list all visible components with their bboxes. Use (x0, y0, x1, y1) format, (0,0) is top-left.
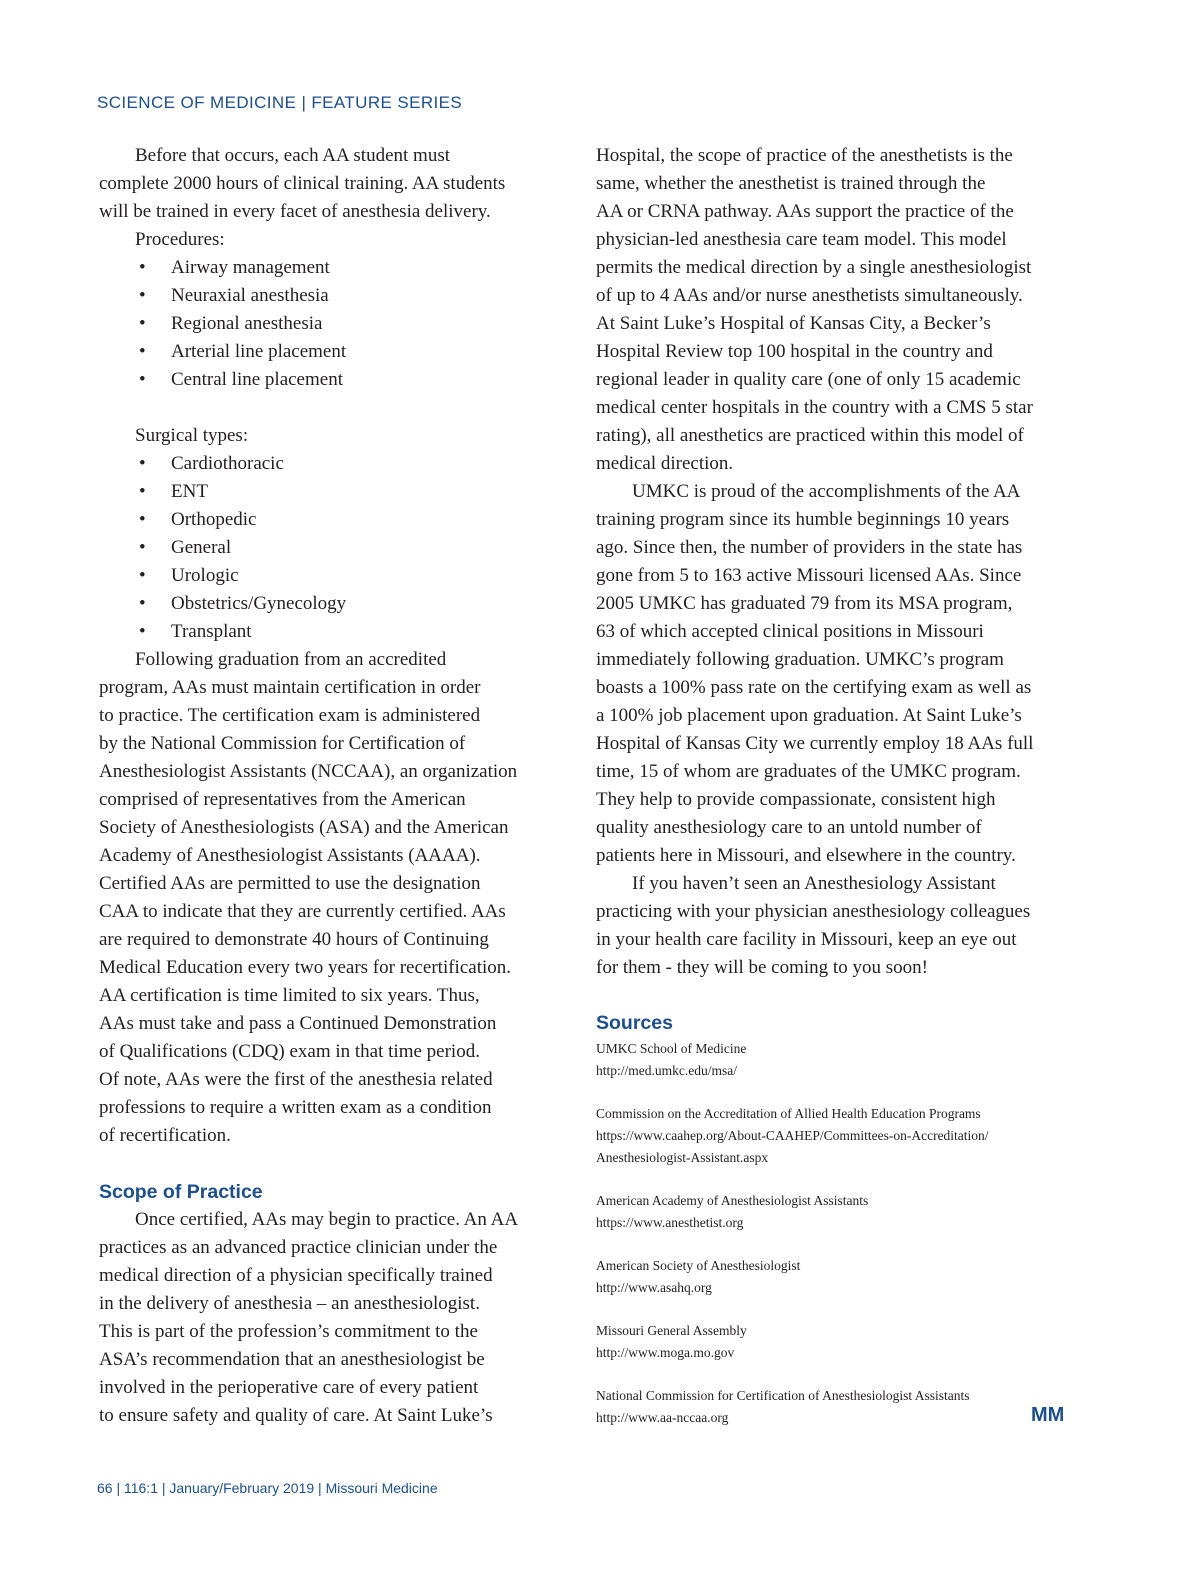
list-item (99, 478, 549, 506)
list-item-text: Central line placement (171, 369, 343, 390)
text-line: are required to demonstrate 40 hours of Continuing (99, 929, 489, 950)
text-line: involved in the perioperative care of every patient (99, 1377, 479, 1398)
text-line: to practice. The certification exam is administered (99, 705, 481, 726)
scope-of-practice-heading: Scope of Practice (99, 1181, 263, 1203)
text-line: Following graduation from an accredited (135, 649, 447, 670)
text-line: medical direction. (596, 453, 734, 474)
left-column (99, 142, 549, 1430)
bullet-icon: • (139, 285, 146, 306)
certification-paragraph (99, 646, 549, 1150)
text-line: will be trained in every facet of anesthesia delivery. (99, 201, 491, 222)
text-line: rating), all anesthetics are practiced within this model of (596, 425, 1024, 446)
text-line: gone from 5 to 163 active Missouri licensed AAs. Since (596, 565, 1022, 586)
sources-list (596, 1038, 1066, 1450)
text-line: regional leader in quality care (one of only 15 academic (596, 369, 1021, 390)
text-line: Hospital of Kansas City we currently employ 18 AAs full (596, 733, 1034, 754)
bullet-icon: • (139, 453, 146, 474)
list-item (99, 618, 549, 646)
text-line: medical direction of a physician specifically trained (99, 1265, 493, 1286)
surgical-types-list (99, 450, 549, 646)
list-item-text: Cardiothoracic (171, 453, 284, 474)
list-item-text: Regional anesthesia (171, 313, 323, 334)
text-line: comprised of representatives from the American (99, 789, 466, 810)
text-line: Before that occurs, each AA student must (135, 145, 451, 166)
page-footer: 66 | 116:1 | January/February 2019 | Missouri Medicine (97, 1480, 438, 1496)
source-entry (596, 1385, 1066, 1429)
text-line: practices as an advanced practice clinician under the (99, 1237, 498, 1258)
text-line: training program since its humble beginnings 10 years (596, 509, 1010, 530)
text-line: professions to require a written exam as a condition (99, 1097, 492, 1118)
source-url[interactable]: Anesthesiologist-Assistant.aspx (596, 1150, 769, 1165)
sources-heading: Sources (596, 1012, 673, 1034)
source-url[interactable]: https://www.caahep.org/About-CAAHEP/Committees-on-Accreditation/ (596, 1128, 989, 1143)
list-item-text: Transplant (171, 621, 252, 642)
text-line: Once certified, AAs may begin to practice. An AA (135, 1209, 519, 1230)
text-line: 2005 UMKC has graduated 79 from its MSA program, (596, 593, 1013, 614)
list-item-text: Orthopedic (171, 509, 257, 530)
text-line: patients here in Missouri, and elsewhere in the country. (596, 845, 1016, 866)
text-line: for them - they will be coming to you soon! (596, 957, 928, 978)
source-title: Commission on the Accreditation of Allied Health Education Programs (596, 1106, 981, 1121)
text-line: of Qualifications (CDQ) exam in that time period. (99, 1041, 480, 1062)
text-line: Hospital Review top 100 hospital in the country and (596, 341, 993, 362)
end-mark-logo: MM (1031, 1404, 1065, 1426)
text-line: physician-led anesthesia care team model. This model (596, 229, 1007, 250)
text-line: Society of Anesthesiologists (ASA) and the American (99, 817, 509, 838)
bullet-icon: • (139, 341, 146, 362)
text-line: AA or CRNA pathway. AAs support the practice of the (596, 201, 1014, 222)
spacer (99, 394, 549, 422)
source-url[interactable]: http://med.umkc.edu/msa/ (596, 1063, 737, 1078)
text-line: UMKC is proud of the accomplishments of the AA (632, 481, 1021, 502)
intro-paragraph (99, 142, 549, 226)
bullet-icon: • (139, 257, 146, 278)
list-item-text: General (171, 537, 232, 558)
text-line: quality anesthesiology care to an untold number of (596, 817, 982, 838)
text-line: Hospital, the scope of practice of the anesthetists is the (596, 145, 1013, 166)
list-item (99, 254, 549, 282)
list-item (99, 366, 549, 394)
bullet-icon: • (139, 509, 146, 530)
text-line: 63 of which accepted clinical positions in Missouri (596, 621, 984, 642)
spacer (99, 1150, 549, 1178)
list-item-text: Airway management (171, 257, 330, 278)
list-item-text: Neuraxial anesthesia (171, 285, 329, 306)
text-line: AAs must take and pass a Continued Demonstration (99, 1013, 497, 1034)
closing-paragraph (596, 870, 1076, 982)
text-line: ago. Since then, the number of providers in the state has (596, 537, 1023, 558)
bullet-icon: • (139, 621, 146, 642)
umkc-paragraph (596, 478, 1076, 870)
bullet-icon: • (139, 369, 146, 390)
list-item (99, 590, 549, 618)
surgical-types-label: Surgical types: (135, 425, 249, 446)
text-line: CAA to indicate that they are currently certified. AAs (99, 901, 506, 922)
scope-paragraph (99, 1206, 549, 1430)
list-item (99, 506, 549, 534)
list-item (99, 310, 549, 338)
text-line: to ensure safety and quality of care. At Saint Luke’s (99, 1405, 493, 1426)
procedures-list (99, 254, 549, 394)
text-line: immediately following graduation. UMKC’s program (596, 649, 1004, 670)
list-item-text: ENT (171, 481, 208, 502)
text-line: Certified AAs are permitted to use the designation (99, 873, 481, 894)
right-column (596, 142, 1076, 982)
source-url[interactable]: http://www.aa-nccaa.org (596, 1410, 729, 1425)
list-item (99, 450, 549, 478)
list-item (99, 282, 549, 310)
text-line: boasts a 100% pass rate on the certifying exam as well as (596, 677, 1032, 698)
source-url[interactable]: http://www.asahq.org (596, 1280, 712, 1295)
source-url[interactable]: http://www.moga.mo.gov (596, 1345, 735, 1360)
page-header: SCIENCE OF MEDICINE | FEATURE SERIES (97, 93, 463, 112)
source-entry (596, 1320, 1066, 1364)
bullet-icon: • (139, 565, 146, 586)
source-title: UMKC School of Medicine (596, 1041, 747, 1056)
bullet-icon: • (139, 313, 146, 334)
text-line: in your health care facility in Missouri, keep an eye out (596, 929, 1017, 950)
source-title: National Commission for Certification of Anesthesiologist Assistants (596, 1388, 970, 1403)
text-line: AA certification is time limited to six years. Thus, (99, 985, 480, 1006)
text-line: permits the medical direction by a single anesthesiologist (596, 257, 1032, 278)
text-line: If you haven’t seen an Anesthesiology Assistant (632, 873, 996, 894)
text-line: of up to 4 AAs and/or nurse anesthetists simultaneously. (596, 285, 1023, 306)
source-entry (596, 1038, 1066, 1082)
text-line: program, AAs must maintain certification in order (99, 677, 481, 698)
text-line: This is part of the profession’s commitment to the (99, 1321, 478, 1342)
text-line: complete 2000 hours of clinical training. AA students (99, 173, 506, 194)
text-line: They help to provide compassionate, consistent high (596, 789, 996, 810)
bullet-icon: • (139, 593, 146, 614)
source-entry (596, 1190, 1066, 1234)
text-line: medical center hospitals in the country with a CMS 5 star (596, 397, 1033, 418)
source-entry (596, 1255, 1066, 1299)
text-line: At Saint Luke’s Hospital of Kansas City, a Becker’s (596, 313, 991, 334)
list-item-text: Obstetrics/Gynecology (171, 593, 347, 614)
text-line: ASA’s recommendation that an anesthesiologist be (99, 1349, 485, 1370)
procedures-label: Procedures: (135, 229, 225, 250)
care-team-paragraph (596, 142, 1076, 478)
list-item (99, 338, 549, 366)
text-line: Anesthesiologist Assistants (NCCAA), an organization (99, 761, 518, 782)
list-item-text: Urologic (171, 565, 239, 586)
text-line: time, 15 of whom are graduates of the UMKC program. (596, 761, 1021, 782)
source-title: Missouri General Assembly (596, 1323, 747, 1338)
text-line: same, whether the anesthetist is trained through the (596, 173, 986, 194)
bullet-icon: • (139, 481, 146, 502)
list-item (99, 534, 549, 562)
list-item-text: Arterial line placement (171, 341, 347, 362)
text-line: Of note, AAs were the first of the anesthesia related (99, 1069, 493, 1090)
text-line: Medical Education every two years for recertification. (99, 957, 512, 978)
list-item (99, 562, 549, 590)
text-line: practicing with your physician anesthesiology colleagues (596, 901, 1031, 922)
source-title: American Society of Anesthesiologist (596, 1258, 801, 1273)
text-line: by the National Commission for Certification of (99, 733, 466, 754)
source-title: American Academy of Anesthesiologist Assistants (596, 1193, 869, 1208)
text-line: in the delivery of anesthesia – an anesthesiologist. (99, 1293, 480, 1314)
source-url[interactable]: https://www.anesthetist.org (596, 1215, 744, 1230)
text-line: Academy of Anesthesiologist Assistants (AAAA). (99, 845, 481, 866)
source-entry (596, 1103, 1066, 1169)
text-line: of recertification. (99, 1125, 231, 1146)
text-line: a 100% job placement upon graduation. At Saint Luke’s (596, 705, 1022, 726)
bullet-icon: • (139, 537, 146, 558)
